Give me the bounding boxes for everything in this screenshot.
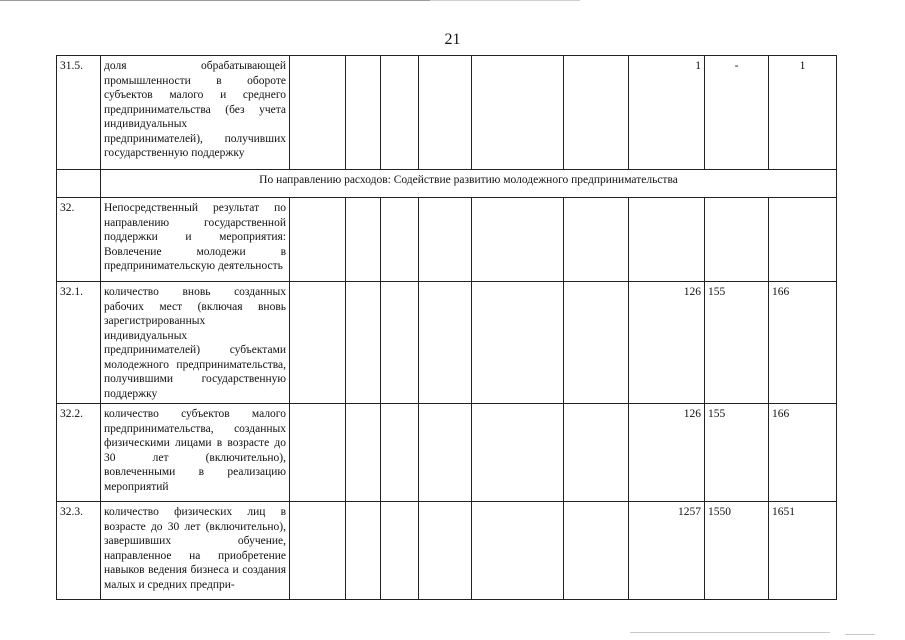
empty-cell <box>381 282 419 404</box>
bottom-scan-mark <box>630 632 830 633</box>
empty-cell <box>419 502 472 600</box>
empty-cell <box>290 198 346 282</box>
empty-cell <box>346 56 381 170</box>
empty-cell <box>629 198 705 282</box>
table-row-32-3 <box>57 502 837 600</box>
value-year-3: 1651 <box>769 502 837 600</box>
empty-cell <box>57 170 101 198</box>
page-number: 21 <box>444 31 461 48</box>
value-year-1: 1 <box>629 56 705 170</box>
empty-cell <box>419 198 472 282</box>
row-description: Непосредственный результат по направлению государственной поддержки и мероприятия: Вовлечение молодежи в предпринимательскую деятельность <box>101 198 290 282</box>
row-description: количество субъектов малого предпринимательства, созданных физическими лицами в возрасте до 30 лет (включительно), вовлеченными в реализацию мероприятий <box>101 404 290 502</box>
row-number: 31.5. <box>57 56 101 170</box>
top-scan-rule-faint <box>430 0 580 1</box>
value-year-2: - <box>705 56 769 170</box>
value-year-2: 155 <box>705 282 769 404</box>
value-year-3: 166 <box>769 282 837 404</box>
empty-cell <box>472 198 564 282</box>
empty-cell <box>564 56 629 170</box>
empty-cell <box>346 404 381 502</box>
table-row-32 <box>57 198 837 282</box>
empty-cell <box>419 56 472 170</box>
row-number: 32.2. <box>57 404 101 502</box>
table-row-32-1 <box>57 282 837 404</box>
empty-cell <box>381 404 419 502</box>
indicators-table <box>56 55 837 600</box>
empty-cell <box>419 282 472 404</box>
value-year-3: 166 <box>769 404 837 502</box>
row-number: 32.3. <box>57 502 101 600</box>
row-description: количество физических лиц в возрасте до 30 лет (включительно), завершивших обучение, направленное на приобретение навыков ведения бизнеса и создания малых и средних предпри- <box>101 502 290 600</box>
empty-cell <box>346 282 381 404</box>
value-year-2: 1550 <box>705 502 769 600</box>
row-description: количество вновь созданных рабочих мест (включая вновь зарегистрированных индивидуальных предпринимателей) субъектами молодежного предпринимательства, получившими государственную поддержку <box>101 282 290 404</box>
empty-cell <box>564 404 629 502</box>
empty-cell <box>381 56 419 170</box>
table-row-31-5 <box>57 56 837 170</box>
value-year-2: 155 <box>705 404 769 502</box>
value-year-1: 126 <box>629 404 705 502</box>
empty-cell <box>564 282 629 404</box>
empty-cell <box>769 198 837 282</box>
empty-cell <box>346 198 381 282</box>
section-heading: По направлению расходов: Содействие развитию молодежного предпринимательства <box>101 170 837 198</box>
empty-cell <box>419 404 472 502</box>
empty-cell <box>290 502 346 600</box>
empty-cell <box>472 282 564 404</box>
section-row <box>57 170 837 198</box>
empty-cell <box>472 56 564 170</box>
value-year-1: 126 <box>629 282 705 404</box>
empty-cell <box>472 404 564 502</box>
empty-cell <box>346 502 381 600</box>
row-description: доля обрабатывающей промышленности в обороте субъектов малого и среднего предпринимательства (без учета индивидуальных предпринимателей), получивших государственную поддержку <box>101 56 290 170</box>
table-row-32-2 <box>57 404 837 502</box>
empty-cell <box>705 198 769 282</box>
empty-cell <box>381 502 419 600</box>
empty-cell <box>564 502 629 600</box>
empty-cell <box>564 198 629 282</box>
empty-cell <box>381 198 419 282</box>
empty-cell <box>472 502 564 600</box>
empty-cell <box>290 56 346 170</box>
empty-cell <box>290 404 346 502</box>
top-scan-rule <box>0 0 430 1</box>
empty-cell <box>290 282 346 404</box>
row-number: 32. <box>57 198 101 282</box>
value-year-1: 1257 <box>629 502 705 600</box>
row-number: 32.1. <box>57 282 101 404</box>
value-year-3: 1 <box>769 56 837 170</box>
bottom-scan-mark <box>845 634 875 635</box>
